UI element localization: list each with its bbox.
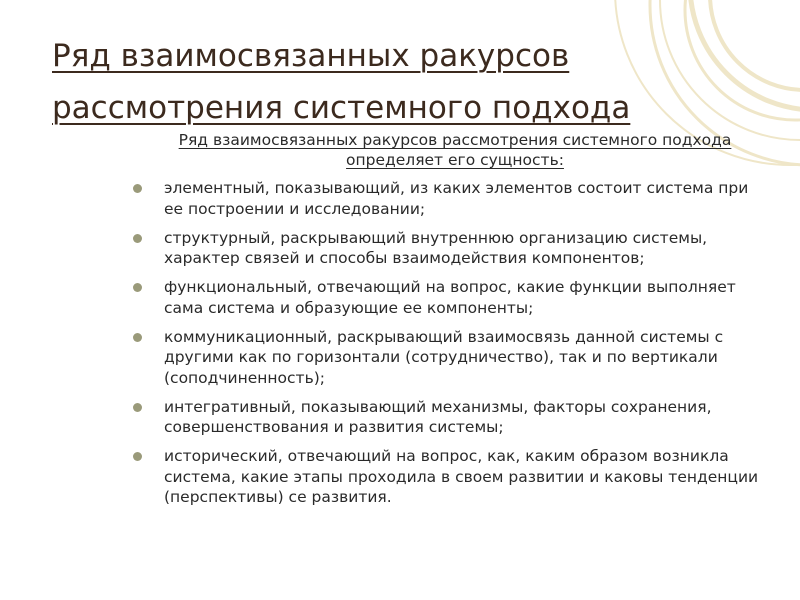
- bullet-list: [132, 178, 772, 516]
- list-item: [132, 228, 772, 269]
- bullet-icon: [133, 283, 142, 292]
- list-item: [132, 178, 772, 219]
- bullet-icon: [133, 452, 142, 461]
- list-item-text: элементный, показывающий, из каких элементов состоит система при ее построении и исследовании;: [164, 179, 749, 218]
- bullet-icon: [133, 184, 142, 193]
- list-item-text: интегративный, показывающий механизмы, факторы сохранения, совершенствования и развития системы;: [164, 397, 712, 436]
- list-item-text: структурный, раскрывающий внутреннюю организацию системы, характер связей и способы взаимодействия компонентов;: [164, 228, 708, 267]
- list-item-text: исторический, отвечающий на вопрос, как, каким образом возникла система, какие этапы проходила в своем развитии и каковы тенденции (перспективы) се развития.: [164, 447, 759, 506]
- list-item: [132, 397, 772, 438]
- bullet-icon: [133, 333, 142, 342]
- list-item: [132, 446, 772, 508]
- list-item-text: коммуникационный, раскрывающий взаимосвязь данной системы с другими как по горизонтали (сотрудничество), так и по вертикали (соподчиненность);: [164, 327, 724, 387]
- list-item-text: функциональный, отвечающий на вопрос, какие функции выполняет сама система и образующие ее компоненты;: [164, 278, 736, 317]
- slide-title-line-1: Ряд взаимосвязанных ракурсов: [52, 38, 570, 74]
- slide-title: [52, 30, 752, 134]
- slide-title-line-2: рассмотрения системного подхода: [52, 90, 631, 126]
- bullet-icon: [133, 234, 142, 243]
- list-item: [132, 277, 772, 318]
- list-item: [132, 327, 772, 389]
- bullet-icon: [133, 403, 142, 412]
- intro-text: Ряд взаимосвязанных ракурсов рассмотрения системного подхода определяет его сущность:: [178, 131, 732, 169]
